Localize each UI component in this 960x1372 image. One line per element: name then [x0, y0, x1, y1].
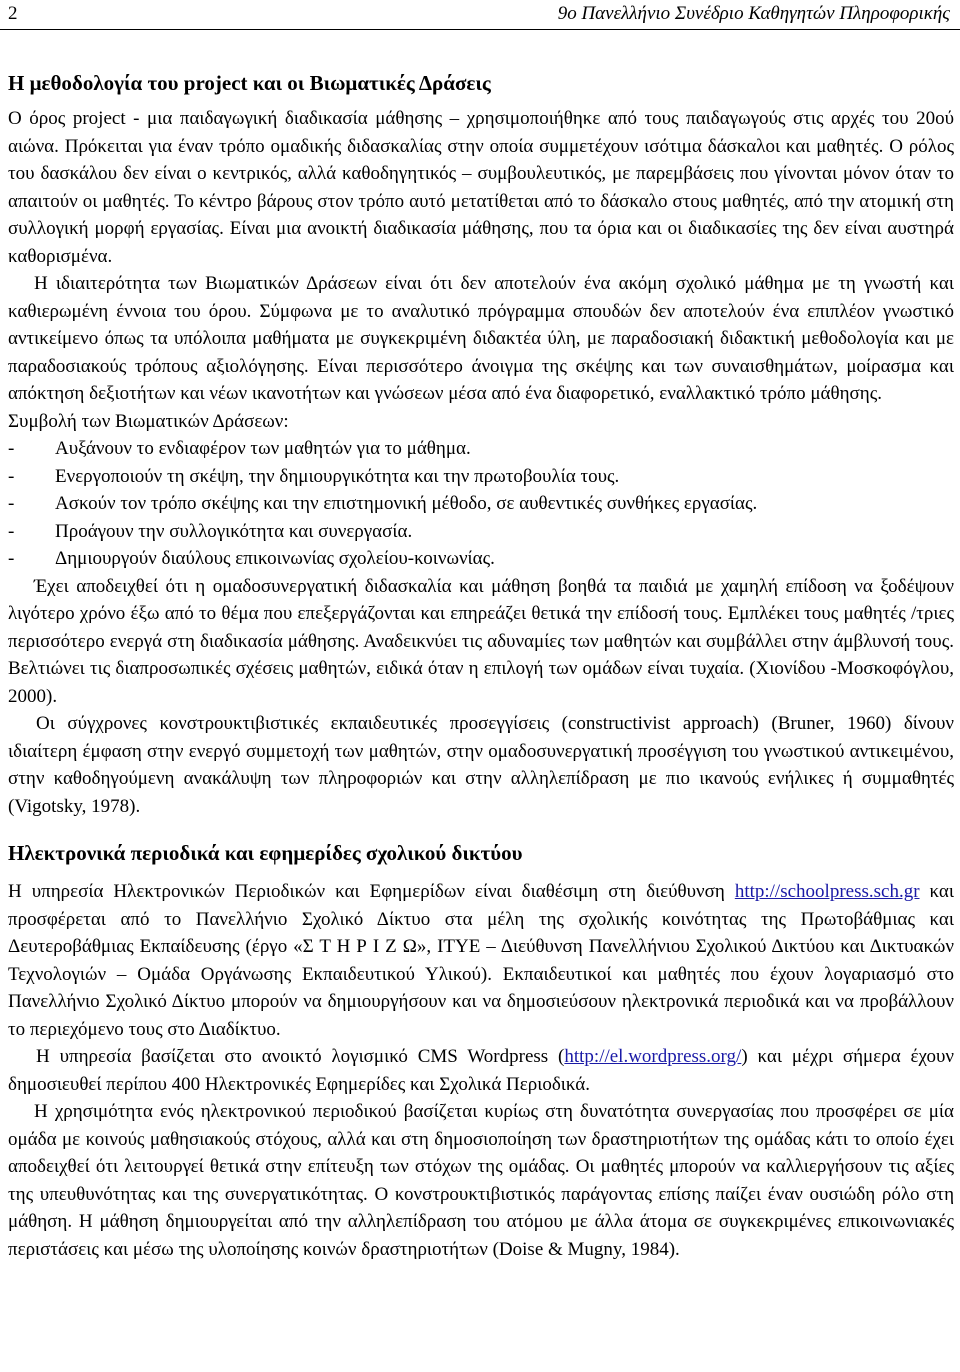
- list-item: - Ασκούν τον τρόπο σκέψης και την επιστημονική μέθοδο, σε αυθεντικές συνθήκες εργασίας.: [8, 490, 954, 518]
- list-dash: -: [8, 465, 15, 487]
- paragraph-experiential-actions: Η ιδιαιτερότητα των Βιωματικών Δράσεων είναι ότι δεν αποτελούν ένα ακόμη σχολικό μάθημα με τη γνωστή και καθιερωμένη έννοια του όρου. Σύμφωνα με το αναλυτικό πρόγραμμα σπουδών δεν αποτελούν ένα επιπλέον γνωστικό αντικείμενο όπως τα υπόλοιπα μαθήματα με συγκεκριμένη διδακτέα ύλη, με παραδοσιακή διδακτική μεθοδολογία και με παραδοσιακούς τρόπους αξιολόγησης. Είναι περισσότερο άνοιγμα της σκέψης και των συναισθημάτων, μοίρασμα και απόκτηση δεξιοτήτων και νέων ικανοτήτων και γνώσεων μέσα από ένα διαφορετικό, εναλλακτικό τρόπο μάθησης.: [8, 273, 954, 404]
- section-heading-project-methodology: Η μεθοδολογία του project και οι Βιωματικές Δράσεις: [8, 71, 491, 95]
- paragraph-project-definition: Ο όρος project - μια παιδαγωγική διαδικασία μάθησης – χρησιμοποιήθηκε από τους παιδαγωγούς στις αρχές του 20ού αιώνα. Πρόκειται για έναν τρόπο ομαδικής διδασκαλίας στην οποία συμμετέχουν ισότιμα δάσκαλοι και μαθητές. Ο ρόλος του δασκάλου δεν είναι ο κεντρικός, αλλά καθοδηγητικός – συμβουλευτικός, με παρεμβάσεις που γίνονται μόνον όταν το απαιτούν οι μαθητές. Το κέντρο βάρους στον τρόπο αυτό μετατίθεται από το δάσκαλο στους μαθητές, από την ατομική στη συλλογική μορφή εργασίας. Είναι μια ανοικτή διαδικασία μάθησης, που τα όρια και οι διαδικασίες της δεν είναι αυστηρά καθορισμένα.: [8, 108, 954, 267]
- page-header: [0, 0, 960, 30]
- page-number: 2: [8, 3, 18, 24]
- list-item: - Δημιουργούν διαύλους επικοινωνίας σχολείου-κοινωνίας.: [8, 545, 954, 573]
- list-dash: -: [8, 493, 15, 514]
- paragraph-cooperative-learning: Έχει αποδειχθεί ότι η ομαδοσυνεργατική διδασκαλία και μάθηση βοηθά τα παιδιά με χαμηλή επίδοση να ξοδέψουν λιγότερο χρόνο έξω από το θέμα που επεξεργάζονται και επηρεάζει θετικά την επίδοσή τους. Εμπλέκει τους μαθητές /τριες περισσότερο ενεργά στη διαδικασία μάθησης. Αναδεικνύει τις αδυναμίες των μαθητών και συμβάλλει στην άμβλυνσή τους. Βελτιώνει τις διαπροσωπικές σχέσεις μαθητών, ειδικά όταν η επιλογή των ομάδων είναι τυχαία. (Χιονίδου -Μοσκοφόγλου, 2000).: [8, 575, 954, 707]
- running-title: 9ο Πανελλήνιο Συνέδριο Καθηγητών Πληροφορικής: [557, 3, 950, 24]
- list-intro: Συμβολή των Βιωματικών Δράσεων:: [8, 410, 289, 432]
- list-item: - Προάγουν την συλλογικότητα και συνεργασία.: [8, 518, 954, 546]
- schoolpress-link[interactable]: http://schoolpress.sch.gr: [734, 881, 920, 902]
- paragraph-constructivist-approach: Οι σύγχρονες κονστρουκτιβιστικές εκπαιδευτικές προσεγγίσεις (constructivist approach) (Bruner, 1960) δίνουν ιδιαίτερη έμφαση στην ενεργό συμμετοχή των μαθητών, στην ομαδοσυνεργατική προσέγγιση του γνωστικού αντικειμένου, στην καθοδηγούμενη ανακάλυψη των πληροφοριών και στην αλληλεπίδραση με πιο ικανούς ενήλικες ή συμμαθητές (Vigotsky, 1978).: [8, 713, 954, 817]
- list-dash: -: [8, 438, 15, 459]
- list-item: - Ενεργοποιούν τη σκέψη, την δημιουργικότητα και την πρωτοβουλία τους.: [8, 463, 954, 491]
- paragraph-periodical-usefulness: Η χρησιμότητα ενός ηλεκτρονικού περιοδικού βασίζεται κυρίως στη δυνατότητα συνεργασίας που προσφέρει σε μία ομάδα με κοινούς μαθησιακούς στόχους, αλλά και στη δημοσιοποίηση των δραστηριοτήτων της ομάδας κάτι το οποίο έχει αποδειχθεί ότι λειτουργεί θετικά στην επίτευξη των στόχων της ομάδας. Οι μαθητές μπορούν να καλλιεργήσουν τις αξίες της υπευθυνότητας και της συνεργατικότητας. Ο κονστρουκτιβιστικός παράγοντας επίσης παίζει έναν ουσιώδη ρόλο στη μάθηση. Η μάθηση δημιουργείται από την αλληλεπίδραση του ατόμου με άλλα άτομα σε συγκεκριμένες επικοινωνιακές περιστάσεις και μέσω της υλοποίησης κοινών δραστηριοτήτων (Doise & Mugny, 1984).: [8, 1101, 954, 1260]
- paragraph-schoolpress-service: Η υπηρεσία Ηλεκτρονικών Περιοδικών και Εφημερίδων είναι διαθέσιμη στη διεύθυνση http://schoolpress.sch.gr και προσφέρεται από το Πανελλήνιο Σχολικό Δίκτυο στα μέλη της σχολικής κοινότητας της Πρωτοβάθμιας και Δευτεροβάθμιας Εκπαίδευσης (έργο «Σ Τ Η Ρ Ι Ζ Ω», ΙΤΥΕ – Διεύθυνση Πανελλήνιου Σχολικού Δικτύου και Δικτυακών Τεχνολογιών – Ομάδα Οργάνωσης Εκπαιδευτικού Υλικού). Εκπαιδευτικοί και μαθητές που έχουν λογαριασμό στο Πανελλήνιο Σχολικό Δίκτυο μπορούν να δημιουργήσουν και να δημοσιεύσουν ηλεκτρονικά περιοδικά και να προβάλλουν το περιεχόμενο τους στο Διαδίκτυο.: [8, 881, 954, 1040]
- paragraph-wordpress-service: Η υπηρεσία βασίζεται στο ανοικτό λογισμικό CMS Wordpress (http://el.wordpress.org/) και μέχρι σήμερα έχουν δημοσιευθεί περίπου 400 Ηλεκτρονικές Εφημερίδες και Σχολικά Περιοδικά.: [8, 1046, 955, 1095]
- contribution-list: [8, 435, 954, 573]
- list-dash: -: [8, 520, 15, 542]
- wordpress-link[interactable]: http://el.wordpress.org/: [564, 1046, 742, 1067]
- list-item: - Αυξάνουν το ενδιαφέρον των μαθητών για το μάθημα.: [8, 435, 954, 463]
- section-heading-school-periodicals: Ηλεκτρονικά περιοδικά και εφημερίδες σχολικού δικτύου: [8, 841, 523, 865]
- page-body: [8, 68, 954, 1263]
- list-dash: -: [8, 548, 15, 569]
